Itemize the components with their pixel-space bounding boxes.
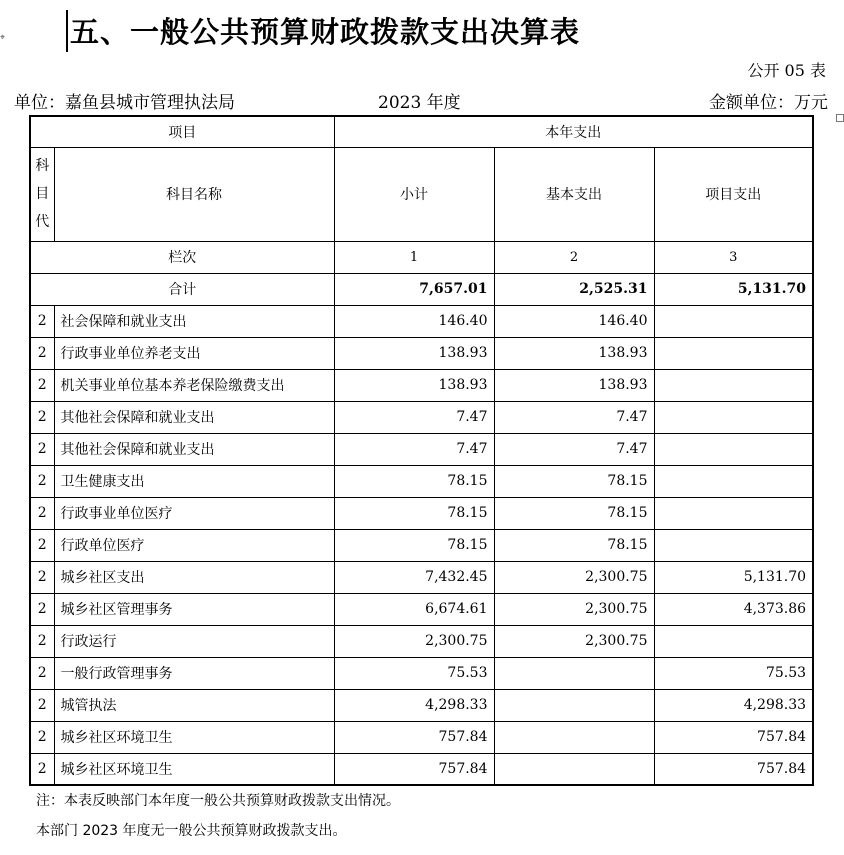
- project-cell: 5,131.70: [654, 561, 813, 593]
- header-item: 项目: [30, 116, 334, 147]
- col-num-1: 1: [334, 241, 494, 273]
- table-row: [30, 721, 813, 753]
- subject-code-cell: 2: [30, 721, 54, 753]
- project-cell: [654, 401, 813, 433]
- page-title: 五、一般公共预算财政拨款支出决算表: [70, 15, 581, 49]
- col-num-2: 2: [494, 241, 654, 273]
- row-index-label: 栏次: [30, 241, 334, 273]
- subject-name-cell: 其他社会保障和就业支出: [54, 433, 334, 465]
- project-cell: 75.53: [654, 657, 813, 689]
- subtotal-cell: 757.84: [334, 721, 494, 753]
- subject-code-cell: 2: [30, 657, 54, 689]
- subtotal-header: 小计: [334, 147, 494, 241]
- table-row: [30, 657, 813, 689]
- table-row: [30, 433, 813, 465]
- subtotal-cell: 7,432.45: [334, 561, 494, 593]
- basic-cell: 2,300.75: [494, 561, 654, 593]
- table-row: [30, 753, 813, 785]
- subject-code-cell: 2: [30, 689, 54, 721]
- table-row: [30, 593, 813, 625]
- subject-code-cell: 2: [30, 305, 54, 337]
- total-row: [30, 273, 813, 305]
- table-row: [30, 625, 813, 657]
- subject-name-cell: 城乡社区环境卫生: [54, 753, 334, 785]
- project-cell: 757.84: [654, 721, 813, 753]
- col-num-3: 3: [654, 241, 813, 273]
- subtotal-cell: 146.40: [334, 305, 494, 337]
- table-row: [30, 689, 813, 721]
- subject-code-cell: 2: [30, 401, 54, 433]
- subtotal-cell: 7.47: [334, 433, 494, 465]
- footnote-2: 本部门 2023 年度无一般公共预算财政拨款支出。: [36, 823, 347, 839]
- basic-cell: 78.15: [494, 465, 654, 497]
- total-subtotal: 7,657.01: [334, 273, 494, 305]
- subject-name-cell: 行政事业单位医疗: [54, 497, 334, 529]
- basic-cell: 2,300.75: [494, 625, 654, 657]
- header-row-top: [30, 116, 813, 147]
- subject-name-cell: 城乡社区管理事务: [54, 593, 334, 625]
- subject-code-cell: 2: [30, 369, 54, 401]
- basic-cell: [494, 657, 654, 689]
- subtotal-cell: 2,300.75: [334, 625, 494, 657]
- text-cursor: [66, 10, 68, 52]
- table-handle-icon[interactable]: [836, 114, 844, 122]
- subject-name-cell: 机关事业单位基本养老保险缴费支出: [54, 369, 334, 401]
- basic-cell: 78.15: [494, 497, 654, 529]
- project-cell: [654, 497, 813, 529]
- footnote-1: 注：本表反映部门本年度一般公共预算财政拨款支出情况。: [36, 793, 400, 809]
- column-index-row: [30, 241, 813, 273]
- subject-name-header: 科目名称: [54, 147, 334, 241]
- amount-unit-label: 金额单位：万元: [709, 93, 828, 113]
- basic-header: 基本支出: [494, 147, 654, 241]
- subject-name-cell: 卫生健康支出: [54, 465, 334, 497]
- subtotal-cell: 4,298.33: [334, 689, 494, 721]
- table-row: [30, 497, 813, 529]
- table-row: [30, 529, 813, 561]
- project-cell: [654, 625, 813, 657]
- subject-code-cell: 2: [30, 529, 54, 561]
- total-basic: 2,525.31: [494, 273, 654, 305]
- subtotal-cell: 78.15: [334, 497, 494, 529]
- basic-cell: 138.93: [494, 337, 654, 369]
- subject-name-cell: 城乡社区支出: [54, 561, 334, 593]
- basic-cell: 78.15: [494, 529, 654, 561]
- header-expense: 本年支出: [334, 116, 813, 147]
- subject-code-cell: 2: [30, 593, 54, 625]
- project-cell: [654, 369, 813, 401]
- basic-cell: [494, 721, 654, 753]
- subject-code-cell: 2: [30, 337, 54, 369]
- subtotal-cell: 75.53: [334, 657, 494, 689]
- table-row: [30, 465, 813, 497]
- project-cell: [654, 433, 813, 465]
- table-row: [30, 561, 813, 593]
- form-number: 公开 05 表: [747, 61, 826, 80]
- project-cell: [654, 529, 813, 561]
- subject-name-cell: 其他社会保障和就业支出: [54, 401, 334, 433]
- basic-cell: 2,300.75: [494, 593, 654, 625]
- subtotal-cell: 757.84: [334, 753, 494, 785]
- basic-cell: 146.40: [494, 305, 654, 337]
- subject-code-cell: 2: [30, 433, 54, 465]
- unit-label: 单位：嘉鱼县城市管理执法局: [14, 93, 235, 113]
- expenditure-table: [29, 115, 814, 786]
- header-row-columns: [30, 147, 813, 241]
- project-cell: 4,298.33: [654, 689, 813, 721]
- subject-code-cell: 2: [30, 561, 54, 593]
- subject-code-cell: 2: [30, 753, 54, 785]
- subtotal-cell: 78.15: [334, 529, 494, 561]
- total-project: 5,131.70: [654, 273, 813, 305]
- anchor-marker-icon: ⌖: [0, 33, 6, 43]
- subtotal-cell: 138.93: [334, 337, 494, 369]
- project-cell: [654, 305, 813, 337]
- subject-name-cell: 城管执法: [54, 689, 334, 721]
- project-cell: 757.84: [654, 753, 813, 785]
- subject-name-cell: 城乡社区环境卫生: [54, 721, 334, 753]
- table-row: [30, 401, 813, 433]
- project-cell: 4,373.86: [654, 593, 813, 625]
- basic-cell: [494, 753, 654, 785]
- subject-code-cell: 2: [30, 465, 54, 497]
- basic-cell: 138.93: [494, 369, 654, 401]
- subject-name-cell: 行政运行: [54, 625, 334, 657]
- table-row: [30, 337, 813, 369]
- subtotal-cell: 138.93: [334, 369, 494, 401]
- fiscal-year: 2023 年度: [378, 93, 461, 113]
- subject-name-cell: 行政事业单位养老支出: [54, 337, 334, 369]
- subtotal-cell: 6,674.61: [334, 593, 494, 625]
- project-header: 项目支出: [654, 147, 813, 241]
- subject-code-header: 科 目 代: [30, 147, 54, 241]
- subtotal-cell: 7.47: [334, 401, 494, 433]
- basic-cell: [494, 689, 654, 721]
- subject-code-cell: 2: [30, 497, 54, 529]
- subtotal-cell: 78.15: [334, 465, 494, 497]
- subject-code-cell: 2: [30, 625, 54, 657]
- table-row: [30, 369, 813, 401]
- subject-name-cell: 行政单位医疗: [54, 529, 334, 561]
- basic-cell: 7.47: [494, 433, 654, 465]
- subject-name-cell: 社会保障和就业支出: [54, 305, 334, 337]
- table-row: [30, 305, 813, 337]
- project-cell: [654, 337, 813, 369]
- total-label: 合计: [30, 273, 334, 305]
- project-cell: [654, 465, 813, 497]
- subject-name-cell: 一般行政管理事务: [54, 657, 334, 689]
- basic-cell: 7.47: [494, 401, 654, 433]
